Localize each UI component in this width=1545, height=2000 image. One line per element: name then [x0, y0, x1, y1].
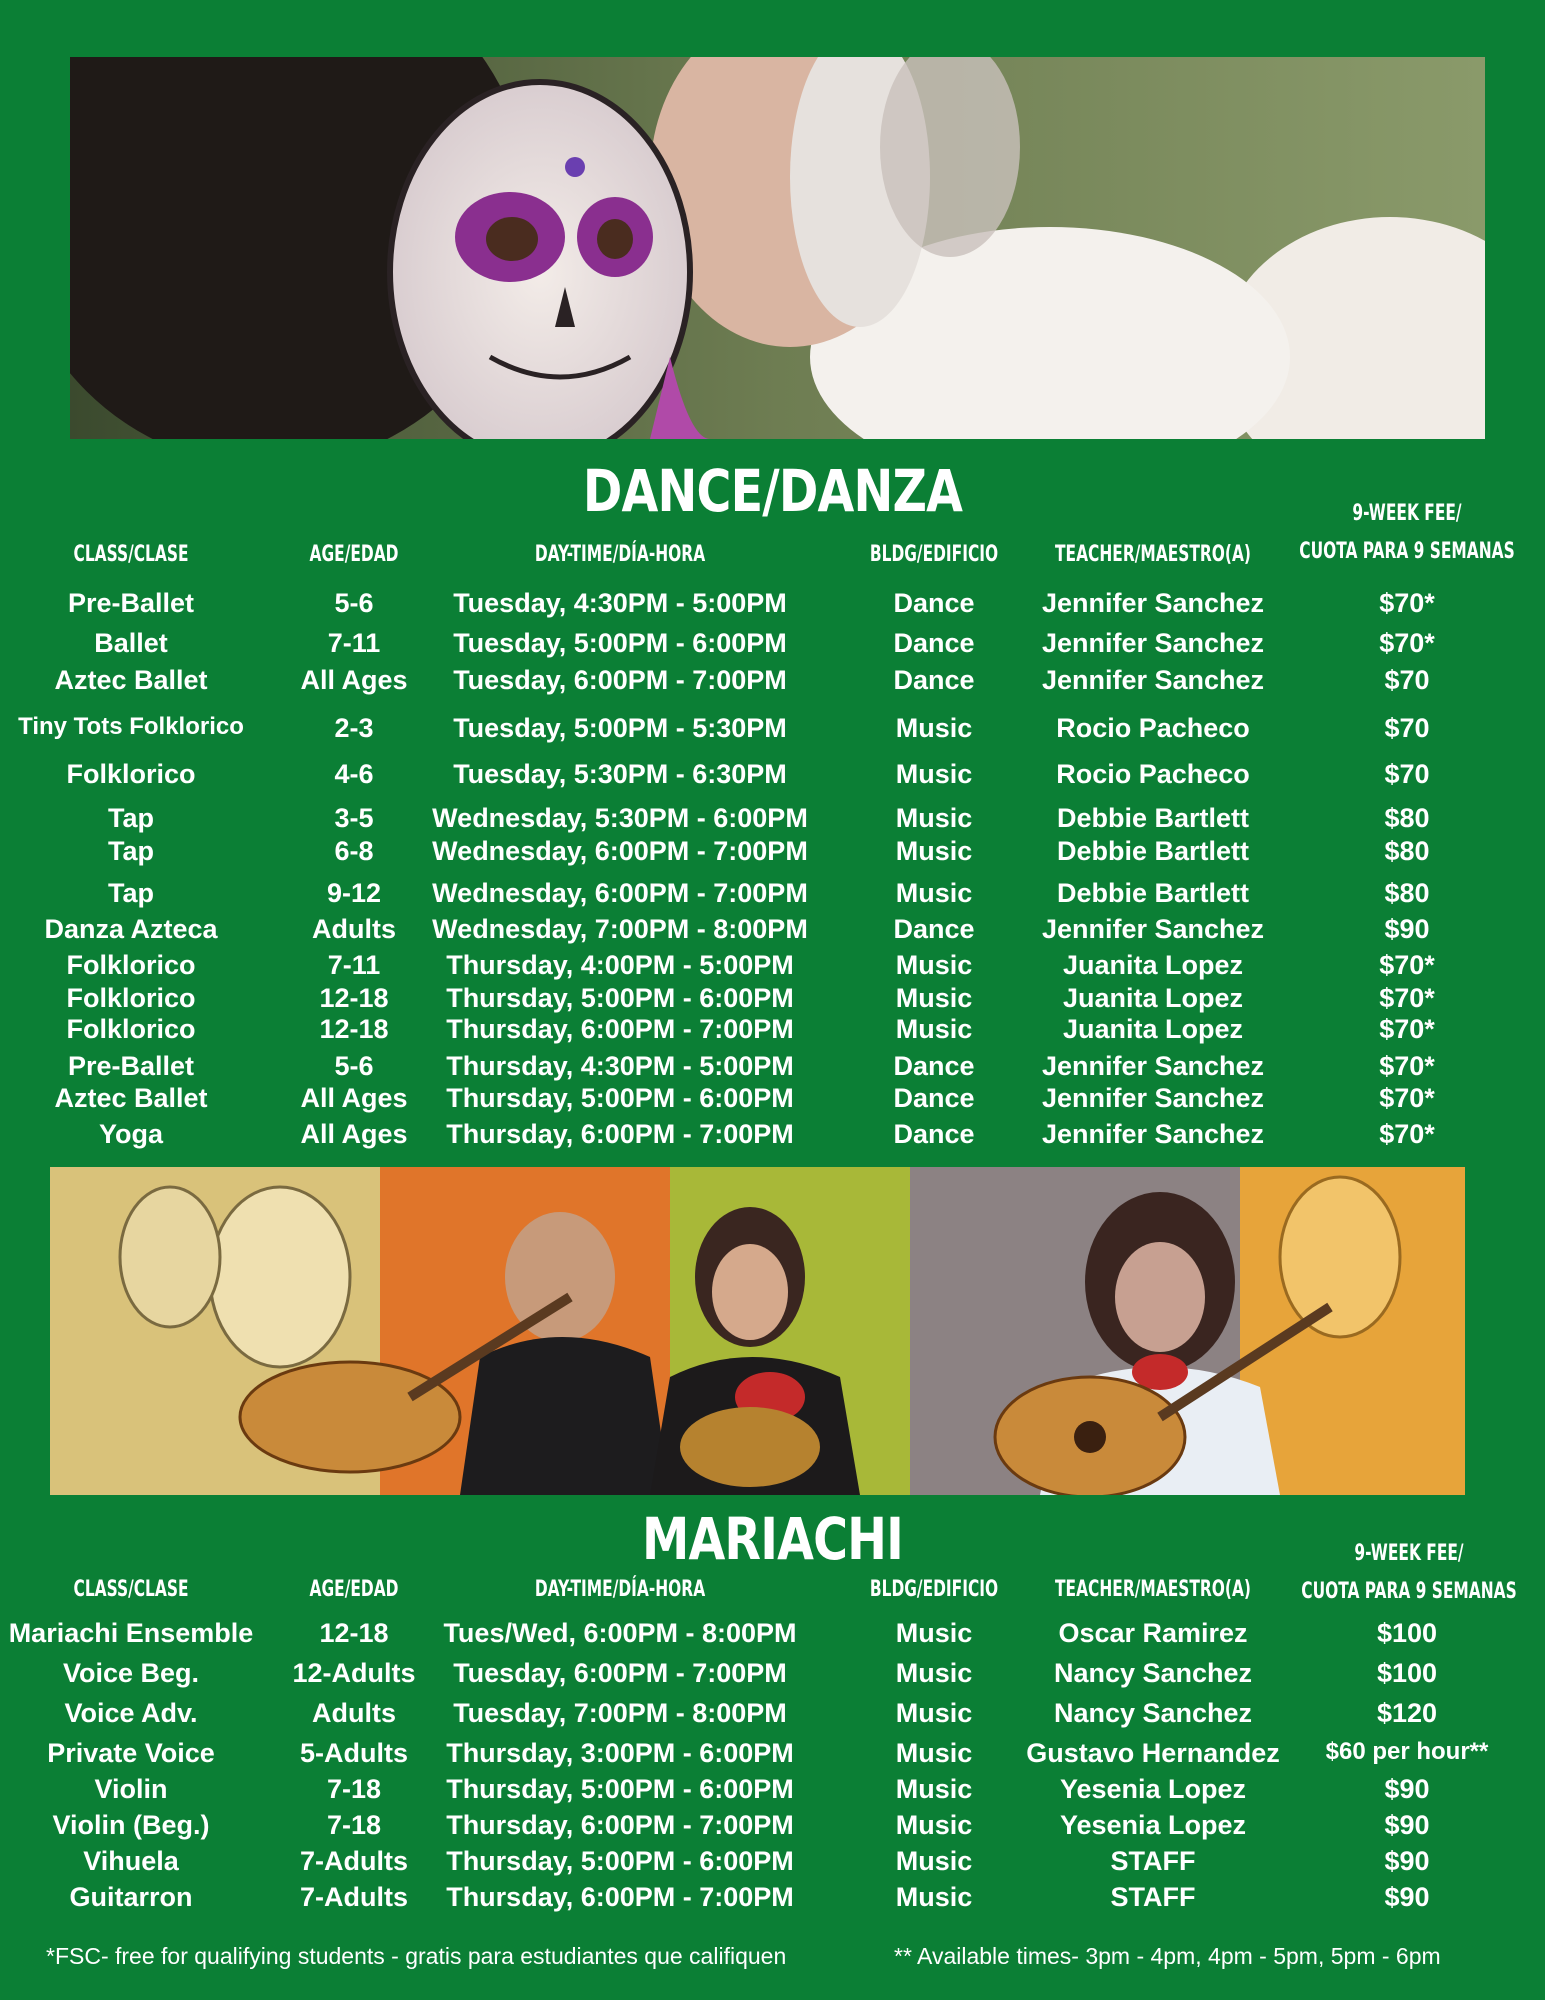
- dance-row-teacher: Juanita Lopez: [1062, 950, 1244, 980]
- dance-row-teacher: Juanita Lopez: [1062, 983, 1244, 1013]
- mariachi-row-fee: $100: [1376, 1658, 1438, 1688]
- dance-row-age: All Ages: [300, 1083, 408, 1113]
- mariachi-row-teacher: Nancy Sanchez: [1053, 1658, 1253, 1688]
- dance-row-age: 7-11: [327, 950, 381, 980]
- mariachi-row-time: Thursday, 5:00PM - 6:00PM: [446, 1846, 794, 1876]
- mariachi-row-age: 12-Adults: [292, 1658, 416, 1688]
- dance-row-bldg: Dance: [893, 914, 975, 944]
- mariachi-row-class: Private Voice: [47, 1738, 215, 1768]
- dance-row-age: Adults: [312, 914, 396, 944]
- dance-row-teacher: Juanita Lopez: [1062, 1014, 1244, 1044]
- dance-section-title: DANCE/DANZA: [582, 457, 963, 525]
- mariachi-row-time: Thursday, 6:00PM - 7:00PM: [446, 1810, 794, 1840]
- dance-row-teacher: Debbie Bartlett: [1056, 803, 1250, 833]
- mariachi-header-fee-line1: 9-WEEK FEE/: [1354, 1541, 1464, 1566]
- mariachi-row-class: Voice Adv.: [64, 1698, 198, 1728]
- dance-row-teacher: Debbie Bartlett: [1056, 836, 1250, 866]
- mariachi-row-teacher: Oscar Ramirez: [1058, 1618, 1248, 1648]
- dance-row-age: 12-18: [319, 983, 389, 1013]
- dance-row-time: Thursday, 4:30PM - 5:00PM: [446, 1051, 794, 1081]
- mariachi-row-time: Tuesday, 7:00PM - 8:00PM: [453, 1698, 787, 1728]
- dance-row-bldg: Music: [895, 878, 973, 908]
- dance-row-time: Tuesday, 5:00PM - 5:30PM: [453, 713, 787, 743]
- dance-row-teacher: Jennifer Sanchez: [1041, 1083, 1265, 1113]
- dance-row-bldg: Music: [895, 836, 973, 866]
- dance-row-time: Tuesday, 4:30PM - 5:00PM: [453, 588, 787, 618]
- dance-row-teacher: Debbie Bartlett: [1056, 878, 1250, 908]
- dance-row-fee: $70: [1384, 759, 1430, 789]
- mariachi-header-fee: [1301, 1535, 1516, 1611]
- dance-row-fee: $70*: [1379, 983, 1435, 1013]
- dance-row-class: Aztec Ballet: [54, 1083, 208, 1113]
- dance-row-class: Ballet: [94, 628, 168, 658]
- dance-row-teacher: Jennifer Sanchez: [1041, 665, 1265, 695]
- dance-row-age: All Ages: [300, 1119, 408, 1149]
- dance-row-age: 6-8: [334, 836, 374, 866]
- dance-row-fee: $70*: [1379, 628, 1435, 658]
- dance-header-fee-line1: 9-WEEK FEE/: [1352, 501, 1462, 526]
- mariachi-row-time: Thursday, 3:00PM - 6:00PM: [446, 1738, 794, 1768]
- mariachi-row-bldg: Music: [895, 1882, 973, 1912]
- dance-header-age: AGE/EDAD: [309, 542, 399, 567]
- dance-row-time: Tuesday, 5:30PM - 6:30PM: [453, 759, 787, 789]
- dance-header-time: DAY-TIME/DÍA-HORA: [534, 542, 706, 567]
- mariachi-row-time: Tues/Wed, 6:00PM - 8:00PM: [443, 1618, 797, 1648]
- dance-row-age: 4-6: [334, 759, 374, 789]
- footnote-available-times: ** Available times- 3pm - 4pm, 4pm - 5pm, 5pm - 6pm: [894, 1943, 1441, 1969]
- mariachi-row-time: Thursday, 5:00PM - 6:00PM: [446, 1774, 794, 1804]
- mariachi-row-fee: $120: [1376, 1698, 1438, 1728]
- dance-row-age: 2-3: [334, 713, 374, 743]
- dance-row-fee: $70*: [1379, 588, 1435, 618]
- dance-row-class: Tap: [108, 836, 154, 866]
- dance-row-class: Tiny Tots Folklorico: [18, 713, 244, 740]
- dance-row-time: Thursday, 6:00PM - 7:00PM: [446, 1119, 794, 1149]
- dance-row-class: Folklorico: [66, 983, 196, 1013]
- dance-row-time: Wednesday, 5:30PM - 6:00PM: [432, 803, 808, 833]
- dance-row-class: Pre-Ballet: [67, 588, 195, 618]
- mariachi-row-class: Voice Beg.: [62, 1658, 200, 1688]
- mariachi-header-teacher: TEACHER/MAESTRO(A): [1055, 1577, 1251, 1602]
- dance-row-time: Wednesday, 6:00PM - 7:00PM: [432, 878, 808, 908]
- dance-photo: [70, 57, 1485, 439]
- dance-row-age: 5-6: [334, 1051, 374, 1081]
- mariachi-row-class: Mariachi Ensemble: [8, 1618, 254, 1648]
- dance-row-bldg: Dance: [893, 588, 975, 618]
- mariachi-row-time: Thursday, 6:00PM - 7:00PM: [446, 1882, 794, 1912]
- dance-row-age: All Ages: [300, 665, 408, 695]
- mariachi-section-title: MARIACHI: [641, 1505, 904, 1573]
- dance-header-fee-line2: CUOTA PARA 9 SEMANAS: [1299, 539, 1515, 564]
- dance-row-bldg: Music: [895, 950, 973, 980]
- mariachi-row-teacher: Yesenia Lopez: [1059, 1810, 1247, 1840]
- mariachi-row-teacher: Nancy Sanchez: [1053, 1698, 1253, 1728]
- dance-row-time: Wednesday, 7:00PM - 8:00PM: [432, 914, 808, 944]
- dance-row-age: 3-5: [334, 803, 374, 833]
- mariachi-row-class: Guitarron: [69, 1882, 193, 1912]
- dance-header-class: CLASS/CLASE: [73, 542, 189, 567]
- dance-row-class: Yoga: [98, 1119, 164, 1149]
- dance-row-time: Thursday, 6:00PM - 7:00PM: [446, 1014, 794, 1044]
- dance-row-bldg: Dance: [893, 1051, 975, 1081]
- dance-row-fee: $70: [1384, 665, 1430, 695]
- footnote-fsc: *FSC- free for qualifying students - gratis para estudiantes que califiquen: [46, 1943, 787, 1969]
- dance-row-time: Thursday, 5:00PM - 6:00PM: [446, 1083, 794, 1113]
- dance-row-teacher: Jennifer Sanchez: [1041, 1119, 1265, 1149]
- mariachi-row-age: 7-18: [326, 1810, 382, 1840]
- dance-row-class: Tap: [108, 878, 154, 908]
- dance-row-teacher: Jennifer Sanchez: [1041, 628, 1265, 658]
- dance-row-age: 5-6: [334, 588, 374, 618]
- mariachi-row-age: Adults: [312, 1698, 396, 1728]
- mariachi-row-age: 5-Adults: [300, 1738, 408, 1768]
- dance-row-class: Aztec Ballet: [54, 665, 208, 695]
- dance-row-teacher: Rocio Pacheco: [1056, 713, 1250, 743]
- mariachi-row-age: 7-Adults: [300, 1846, 408, 1876]
- dance-row-fee: $70*: [1379, 1119, 1435, 1149]
- mariachi-header-class: CLASS/CLASE: [73, 1577, 189, 1602]
- dance-row-bldg: Dance: [893, 1119, 975, 1149]
- dance-row-bldg: Dance: [893, 1083, 975, 1113]
- mariachi-header-time: DAY-TIME/DÍA-HORA: [534, 1577, 706, 1602]
- dance-header-bldg: BLDG/EDIFICIO: [869, 542, 999, 567]
- dance-row-fee: $70*: [1379, 950, 1435, 980]
- dance-row-time: Tuesday, 5:00PM - 6:00PM: [453, 628, 787, 658]
- mariachi-row-bldg: Music: [895, 1658, 973, 1688]
- mariachi-header-fee-line2: CUOTA PARA 9 SEMANAS: [1301, 1579, 1517, 1604]
- mariachi-row-bldg: Music: [895, 1698, 973, 1728]
- mariachi-row-bldg: Music: [895, 1738, 973, 1768]
- dance-row-bldg: Music: [895, 1014, 973, 1044]
- mariachi-row-time: Tuesday, 6:00PM - 7:00PM: [453, 1658, 787, 1688]
- dance-row-bldg: Music: [895, 983, 973, 1013]
- mariachi-row-teacher: STAFF: [1110, 1846, 1196, 1876]
- dance-row-fee: $70*: [1379, 1083, 1435, 1113]
- dance-row-fee: $70*: [1379, 1051, 1435, 1081]
- mariachi-row-fee: $100: [1376, 1618, 1438, 1648]
- dance-row-fee: $70: [1384, 713, 1430, 743]
- dance-row-age: 7-11: [327, 628, 381, 658]
- dance-row-class: Folklorico: [66, 1014, 196, 1044]
- dance-header-fee: [1299, 495, 1514, 571]
- mariachi-row-bldg: Music: [895, 1810, 973, 1840]
- dance-row-class: Danza Azteca: [44, 914, 218, 944]
- mariachi-row-bldg: Music: [895, 1846, 973, 1876]
- dance-header-teacher: TEACHER/MAESTRO(A): [1055, 542, 1251, 567]
- dance-row-teacher: Jennifer Sanchez: [1041, 1051, 1265, 1081]
- mariachi-header-bldg: BLDG/EDIFICIO: [869, 1577, 999, 1602]
- dance-row-bldg: Music: [895, 803, 973, 833]
- mariachi-row-class: Violin (Beg.): [52, 1810, 210, 1840]
- dance-row-fee: $90: [1384, 914, 1430, 944]
- dance-row-teacher: Jennifer Sanchez: [1041, 588, 1265, 618]
- dance-row-class: Folklorico: [66, 759, 196, 789]
- mariachi-row-fee: $90: [1384, 1774, 1430, 1804]
- mariachi-row-bldg: Music: [895, 1774, 973, 1804]
- dance-row-fee: $80: [1384, 803, 1430, 833]
- dance-row-class: Pre-Ballet: [67, 1051, 195, 1081]
- mariachi-row-teacher: STAFF: [1110, 1882, 1196, 1912]
- dance-row-time: Tuesday, 6:00PM - 7:00PM: [453, 665, 787, 695]
- dance-row-fee: $70*: [1379, 1014, 1435, 1044]
- dance-row-time: Thursday, 5:00PM - 6:00PM: [446, 983, 794, 1013]
- mariachi-row-class: Violin: [94, 1774, 168, 1804]
- dance-row-time: Wednesday, 6:00PM - 7:00PM: [432, 836, 808, 866]
- dance-row-bldg: Dance: [893, 665, 975, 695]
- dance-row-teacher: Rocio Pacheco: [1056, 759, 1250, 789]
- dance-row-class: Folklorico: [66, 950, 196, 980]
- dance-row-age: 12-18: [319, 1014, 389, 1044]
- mariachi-photo: [50, 1167, 1465, 1495]
- dance-row-bldg: Music: [895, 713, 973, 743]
- dance-row-fee: $80: [1384, 878, 1430, 908]
- mariachi-row-fee: $90: [1384, 1846, 1430, 1876]
- dance-row-time: Thursday, 4:00PM - 5:00PM: [446, 950, 794, 980]
- mariachi-row-age: 12-18: [319, 1618, 389, 1648]
- mariachi-header-age: AGE/EDAD: [309, 1577, 399, 1602]
- mariachi-row-age: 7-18: [326, 1774, 382, 1804]
- dance-row-teacher: Jennifer Sanchez: [1041, 914, 1265, 944]
- dance-row-fee: $80: [1384, 836, 1430, 866]
- dance-row-bldg: Dance: [893, 628, 975, 658]
- mariachi-row-age: 7-Adults: [300, 1882, 408, 1912]
- mariachi-row-class: Vihuela: [83, 1846, 179, 1876]
- mariachi-row-teacher: Gustavo Hernandez: [1026, 1738, 1280, 1768]
- mariachi-row-fee: $60 per hour**: [1325, 1738, 1489, 1765]
- dance-row-class: Tap: [108, 803, 154, 833]
- dance-row-age: 9-12: [326, 878, 382, 908]
- mariachi-row-teacher: Yesenia Lopez: [1059, 1774, 1247, 1804]
- mariachi-row-bldg: Music: [895, 1618, 973, 1648]
- dance-row-bldg: Music: [895, 759, 973, 789]
- mariachi-row-fee: $90: [1384, 1882, 1430, 1912]
- mariachi-row-fee: $90: [1384, 1810, 1430, 1840]
